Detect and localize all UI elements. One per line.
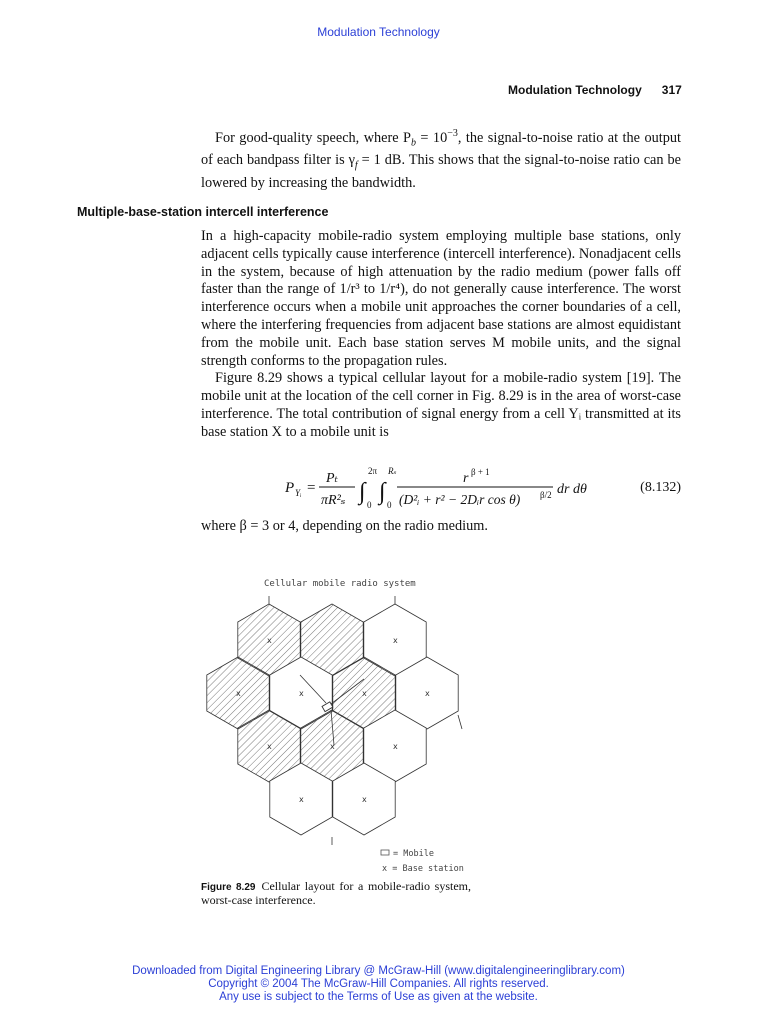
base-station-marker: x bbox=[330, 742, 335, 751]
base-station-marker: x bbox=[393, 742, 398, 751]
figure-8-29 bbox=[200, 575, 490, 875]
eq-frac1-den: πR²ₛ bbox=[321, 493, 346, 508]
eq-frac2-den: (D²ᵢ + r² − 2Dᵢr cos θ) bbox=[399, 492, 521, 507]
cell-boundary-tick bbox=[458, 715, 462, 729]
base-station-marker: x bbox=[425, 689, 430, 698]
base-station-marker: x bbox=[299, 689, 304, 698]
figure-title: Cellular mobile radio system bbox=[264, 579, 416, 589]
base-station-marker: x bbox=[299, 795, 304, 804]
eq-int1-lower: 0 bbox=[367, 500, 372, 510]
base-station-marker: x bbox=[393, 636, 398, 645]
equation-number: (8.132) bbox=[640, 480, 681, 495]
eq-int2-lower: 0 bbox=[387, 500, 392, 510]
running-title: Modulation Technology bbox=[508, 83, 642, 97]
intro-text: For good-quality speech, where $P_b = 10^{-3}$, the signal-to-noise ratio at the output of each bandpass filter is $\gamma_f = 1$ dB. This shows that the signal-to-noise ratio can be lowered by increasing the bandwidth. bbox=[201, 128, 681, 192]
equation-graphic bbox=[201, 462, 601, 512]
section-heading: Multiple-base-station intercell interference bbox=[77, 205, 329, 219]
caption-label: Figure 8.29 bbox=[201, 882, 256, 893]
download-footer bbox=[0, 965, 757, 1004]
eq-lhs-sub: Yᵢ bbox=[295, 488, 302, 498]
base-station-marker: x bbox=[267, 742, 272, 751]
base-station-marker: x bbox=[362, 689, 367, 698]
eq-integral-1: ∫ bbox=[359, 479, 366, 505]
eq-tail: dr dθ bbox=[557, 482, 587, 497]
base-station-marker: x bbox=[362, 795, 367, 804]
footer-line-1[interactable]: Downloaded from Digital Engineering Library @ McGraw-Hill (www.digitalengineeringlibrary.com) bbox=[132, 965, 625, 977]
base-station-marker: x bbox=[236, 689, 241, 698]
eq-frac2-num: r bbox=[463, 471, 469, 486]
eq-frac2-den-sup: β/2 bbox=[540, 490, 552, 500]
running-head bbox=[508, 83, 682, 97]
eq-int1-upper: 2π bbox=[368, 466, 378, 476]
legend-base-station: x = Base station bbox=[382, 864, 464, 874]
after-equation-text: where β = 3 or 4, depending on the radio medium. bbox=[201, 518, 488, 534]
eq-integral-2: ∫ bbox=[379, 479, 386, 505]
intro-paragraph bbox=[201, 125, 681, 193]
cellular-layout-diagram bbox=[200, 575, 490, 875]
legend-mobile-icon bbox=[381, 850, 389, 855]
legend-mobile: = Mobile bbox=[393, 849, 434, 859]
base-station-marker: x bbox=[267, 636, 272, 645]
caption-text: Cellular layout for a mobile-radio system, worst-case interference. bbox=[201, 879, 471, 907]
footer-line-2: Copyright © 2004 The McGraw-Hill Companies. All rights reserved. bbox=[208, 978, 549, 990]
eq-frac2-num-sup: β + 1 bbox=[471, 467, 490, 477]
eq-frac1-num: Pₜ bbox=[326, 471, 339, 486]
eq-int2-upper: Rₛ bbox=[388, 466, 397, 476]
figure-caption bbox=[201, 880, 471, 907]
top-title-link[interactable]: Modulation Technology bbox=[317, 25, 440, 39]
paragraph-2: Figure 8.29 shows a typical cellular layout for a mobile-radio system [19]. The mobile unit at the location of the cell corner in Fig. 8.29 is in the area of worst-case interference. The total contribution of signal energy from a cell Yᵢ transmitted at its base station X to a mobile unit is bbox=[201, 370, 681, 440]
paragraph-1: In a high-capacity mobile-radio system employing multiple base stations, only adjacent cells typically cause interference (intercell interference). Nonadjacent cells in the system, because of high attenuation by the radio medium (power falls off faster than the range of 1/r³ to 1/r⁴), do not generally cause interference. The worst interference occurs when a mobile unit approaches the corner boundaries of a cell, where the interfering frequencies from adjacent base stations are almost equidistant from the mobile unit. Each base station serves M mobile units, and the signal strength conforms to the propagation rules. bbox=[201, 228, 681, 369]
page-number: 317 bbox=[661, 83, 682, 97]
equation-8-132 bbox=[201, 462, 681, 512]
eq-lhs: P bbox=[285, 480, 295, 496]
main-text bbox=[201, 228, 681, 442]
eq-equals: = bbox=[307, 480, 316, 496]
footer-line-3: Any use is subject to the Terms of Use as given at the website. bbox=[219, 991, 538, 1003]
